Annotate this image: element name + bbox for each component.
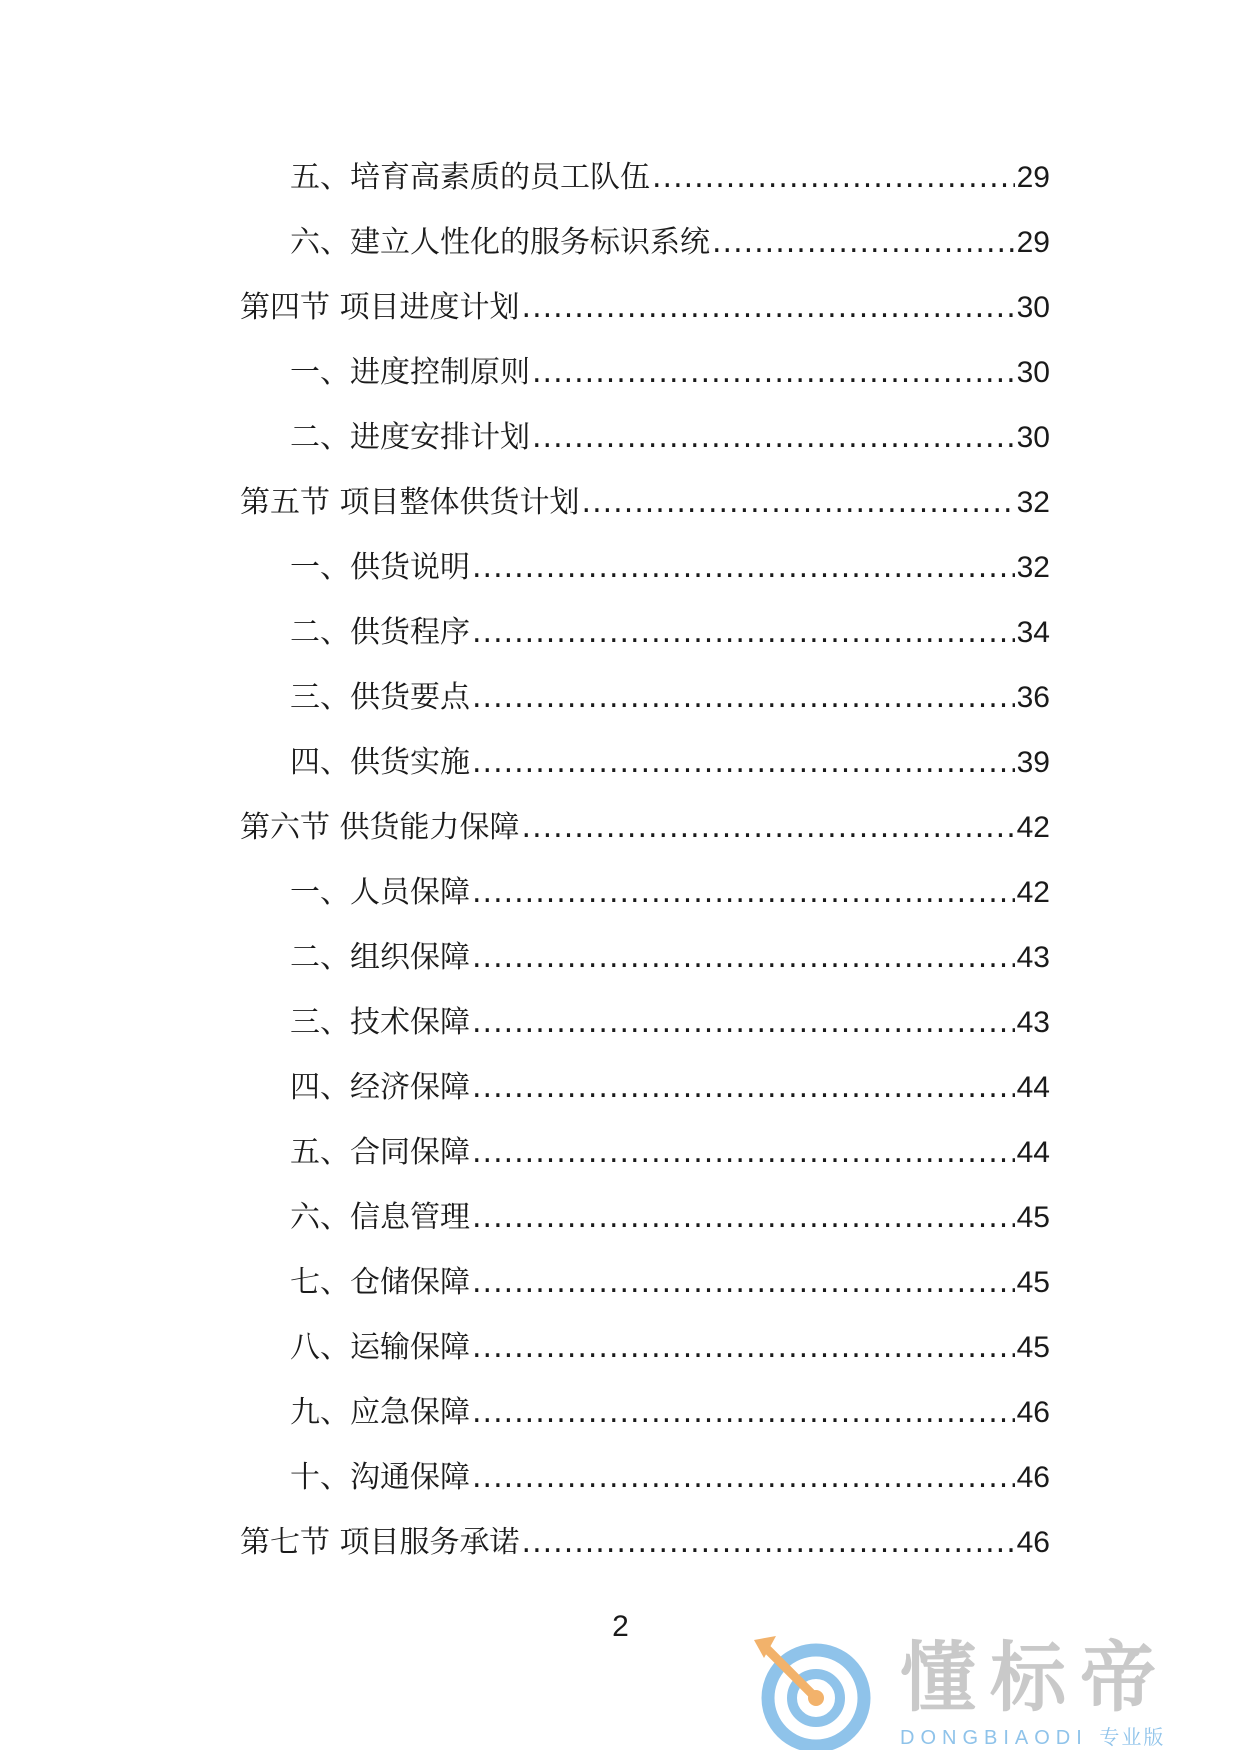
toc-entry-label: 第四节 项目进度计划 [240, 290, 520, 325]
toc-entry[interactable] [240, 1005, 1050, 1070]
toc-dot-leader [532, 420, 1015, 456]
toc-dot-leader [472, 940, 1015, 976]
watermark-title: 懂标帝 [900, 1633, 1170, 1722]
toc-entry[interactable] [240, 1070, 1050, 1135]
toc-dot-leader [472, 1460, 1015, 1496]
toc-entry-page: 45 [1016, 1201, 1050, 1234]
toc-dot-leader [472, 745, 1015, 781]
target-logo-icon [750, 1632, 875, 1750]
toc-dot-leader [472, 875, 1015, 911]
watermark [740, 1632, 1220, 1750]
toc-entry[interactable] [240, 875, 1050, 940]
toc-entry-page: 32 [1016, 486, 1050, 519]
toc-entry[interactable] [240, 225, 1050, 290]
toc-entry[interactable] [240, 1460, 1050, 1525]
toc-entry-label: 十、沟通保障 [290, 1460, 470, 1495]
toc-entry[interactable] [240, 550, 1050, 615]
toc-entry-page: 45 [1016, 1331, 1050, 1364]
toc-dot-leader [472, 1395, 1015, 1431]
toc-entry-label: 三、技术保障 [290, 1005, 470, 1040]
toc-section-entry[interactable] [240, 290, 1050, 355]
toc-entry[interactable] [240, 1395, 1050, 1460]
toc-section-entry[interactable] [240, 1525, 1050, 1590]
toc-entry[interactable] [240, 940, 1050, 1005]
toc-entry-label: 六、信息管理 [290, 1200, 470, 1235]
toc-dot-leader [472, 1135, 1015, 1171]
toc-entry-label: 二、组织保障 [290, 940, 470, 975]
toc-entry[interactable] [240, 355, 1050, 420]
toc-entry-page: 39 [1016, 746, 1050, 779]
toc-dot-leader [472, 680, 1015, 716]
toc-entry-label: 四、经济保障 [290, 1070, 470, 1105]
toc-entry[interactable] [240, 745, 1050, 810]
toc-entry-page: 34 [1016, 616, 1050, 649]
toc-entry-page: 46 [1016, 1526, 1050, 1559]
toc-dot-leader [472, 1070, 1015, 1106]
toc-entry-page: 36 [1016, 681, 1050, 714]
toc-entry[interactable] [240, 1265, 1050, 1330]
toc-entry-label: 五、合同保障 [290, 1135, 470, 1170]
toc-entry[interactable] [240, 160, 1050, 225]
page-number: 2 [612, 1610, 629, 1643]
toc-dot-leader [472, 550, 1015, 586]
toc-dot-leader [472, 1330, 1015, 1366]
toc-entry-page: 29 [1016, 226, 1050, 259]
toc-entry-label: 一、人员保障 [290, 875, 470, 910]
toc-entry[interactable] [240, 1330, 1050, 1395]
toc-entry[interactable] [240, 680, 1050, 745]
toc-dot-leader [712, 225, 1015, 261]
toc-entry-page: 32 [1016, 551, 1050, 584]
table-of-contents [240, 160, 1050, 1590]
toc-entry-label: 二、供货程序 [290, 615, 470, 650]
toc-entry-label: 六、建立人性化的服务标识系统 [290, 225, 710, 260]
watermark-subtitle [900, 1726, 1165, 1749]
toc-entry-label: 五、培育高素质的员工队伍 [290, 160, 650, 195]
toc-entry[interactable] [240, 1200, 1050, 1265]
toc-entry-page: 30 [1016, 421, 1050, 454]
toc-dot-leader [472, 615, 1015, 651]
toc-entry-label: 七、仓储保障 [290, 1265, 470, 1300]
toc-entry-page: 45 [1016, 1266, 1050, 1299]
toc-entry[interactable] [240, 420, 1050, 485]
toc-entry-page: 46 [1016, 1396, 1050, 1429]
watermark-edition: 专业版 [1099, 1725, 1166, 1749]
toc-entry-label: 一、进度控制原则 [290, 355, 530, 390]
toc-dot-leader [522, 810, 1015, 846]
toc-entry[interactable] [240, 615, 1050, 680]
toc-entry-label: 一、供货说明 [290, 550, 470, 585]
toc-entry[interactable] [240, 1135, 1050, 1200]
toc-section-entry[interactable] [240, 485, 1050, 550]
toc-entry-page: 30 [1016, 356, 1050, 389]
toc-entry-page: 42 [1016, 811, 1050, 844]
toc-entry-page: 43 [1016, 941, 1050, 974]
toc-entry-page: 43 [1016, 1006, 1050, 1039]
toc-entry-page: 42 [1016, 876, 1050, 909]
toc-dot-leader [582, 485, 1015, 521]
toc-dot-leader [532, 355, 1015, 391]
toc-entry-page: 44 [1016, 1071, 1050, 1104]
toc-dot-leader [472, 1005, 1015, 1041]
toc-entry-label: 第七节 项目服务承诺 [240, 1525, 520, 1560]
toc-dot-leader [472, 1265, 1015, 1301]
toc-entry-label: 三、供货要点 [290, 680, 470, 715]
toc-dot-leader [652, 160, 1015, 196]
toc-entry-page: 46 [1016, 1461, 1050, 1494]
toc-dot-leader [522, 1525, 1015, 1561]
toc-entry-label: 九、应急保障 [290, 1395, 470, 1430]
toc-entry-label: 第五节 项目整体供货计划 [240, 485, 580, 520]
toc-entry-label: 八、运输保障 [290, 1330, 470, 1365]
toc-entry-page: 44 [1016, 1136, 1050, 1169]
toc-dot-leader [522, 290, 1015, 326]
toc-entry-label: 二、进度安排计划 [290, 420, 530, 455]
toc-entry-page: 29 [1016, 161, 1050, 194]
toc-entry-label: 四、供货实施 [290, 745, 470, 780]
toc-entry-page: 30 [1016, 291, 1050, 324]
toc-section-entry[interactable] [240, 810, 1050, 875]
toc-dot-leader [472, 1200, 1015, 1236]
watermark-brand-latin: DONGBIAODI [900, 1727, 1088, 1749]
toc-entry-label: 第六节 供货能力保障 [240, 810, 520, 845]
